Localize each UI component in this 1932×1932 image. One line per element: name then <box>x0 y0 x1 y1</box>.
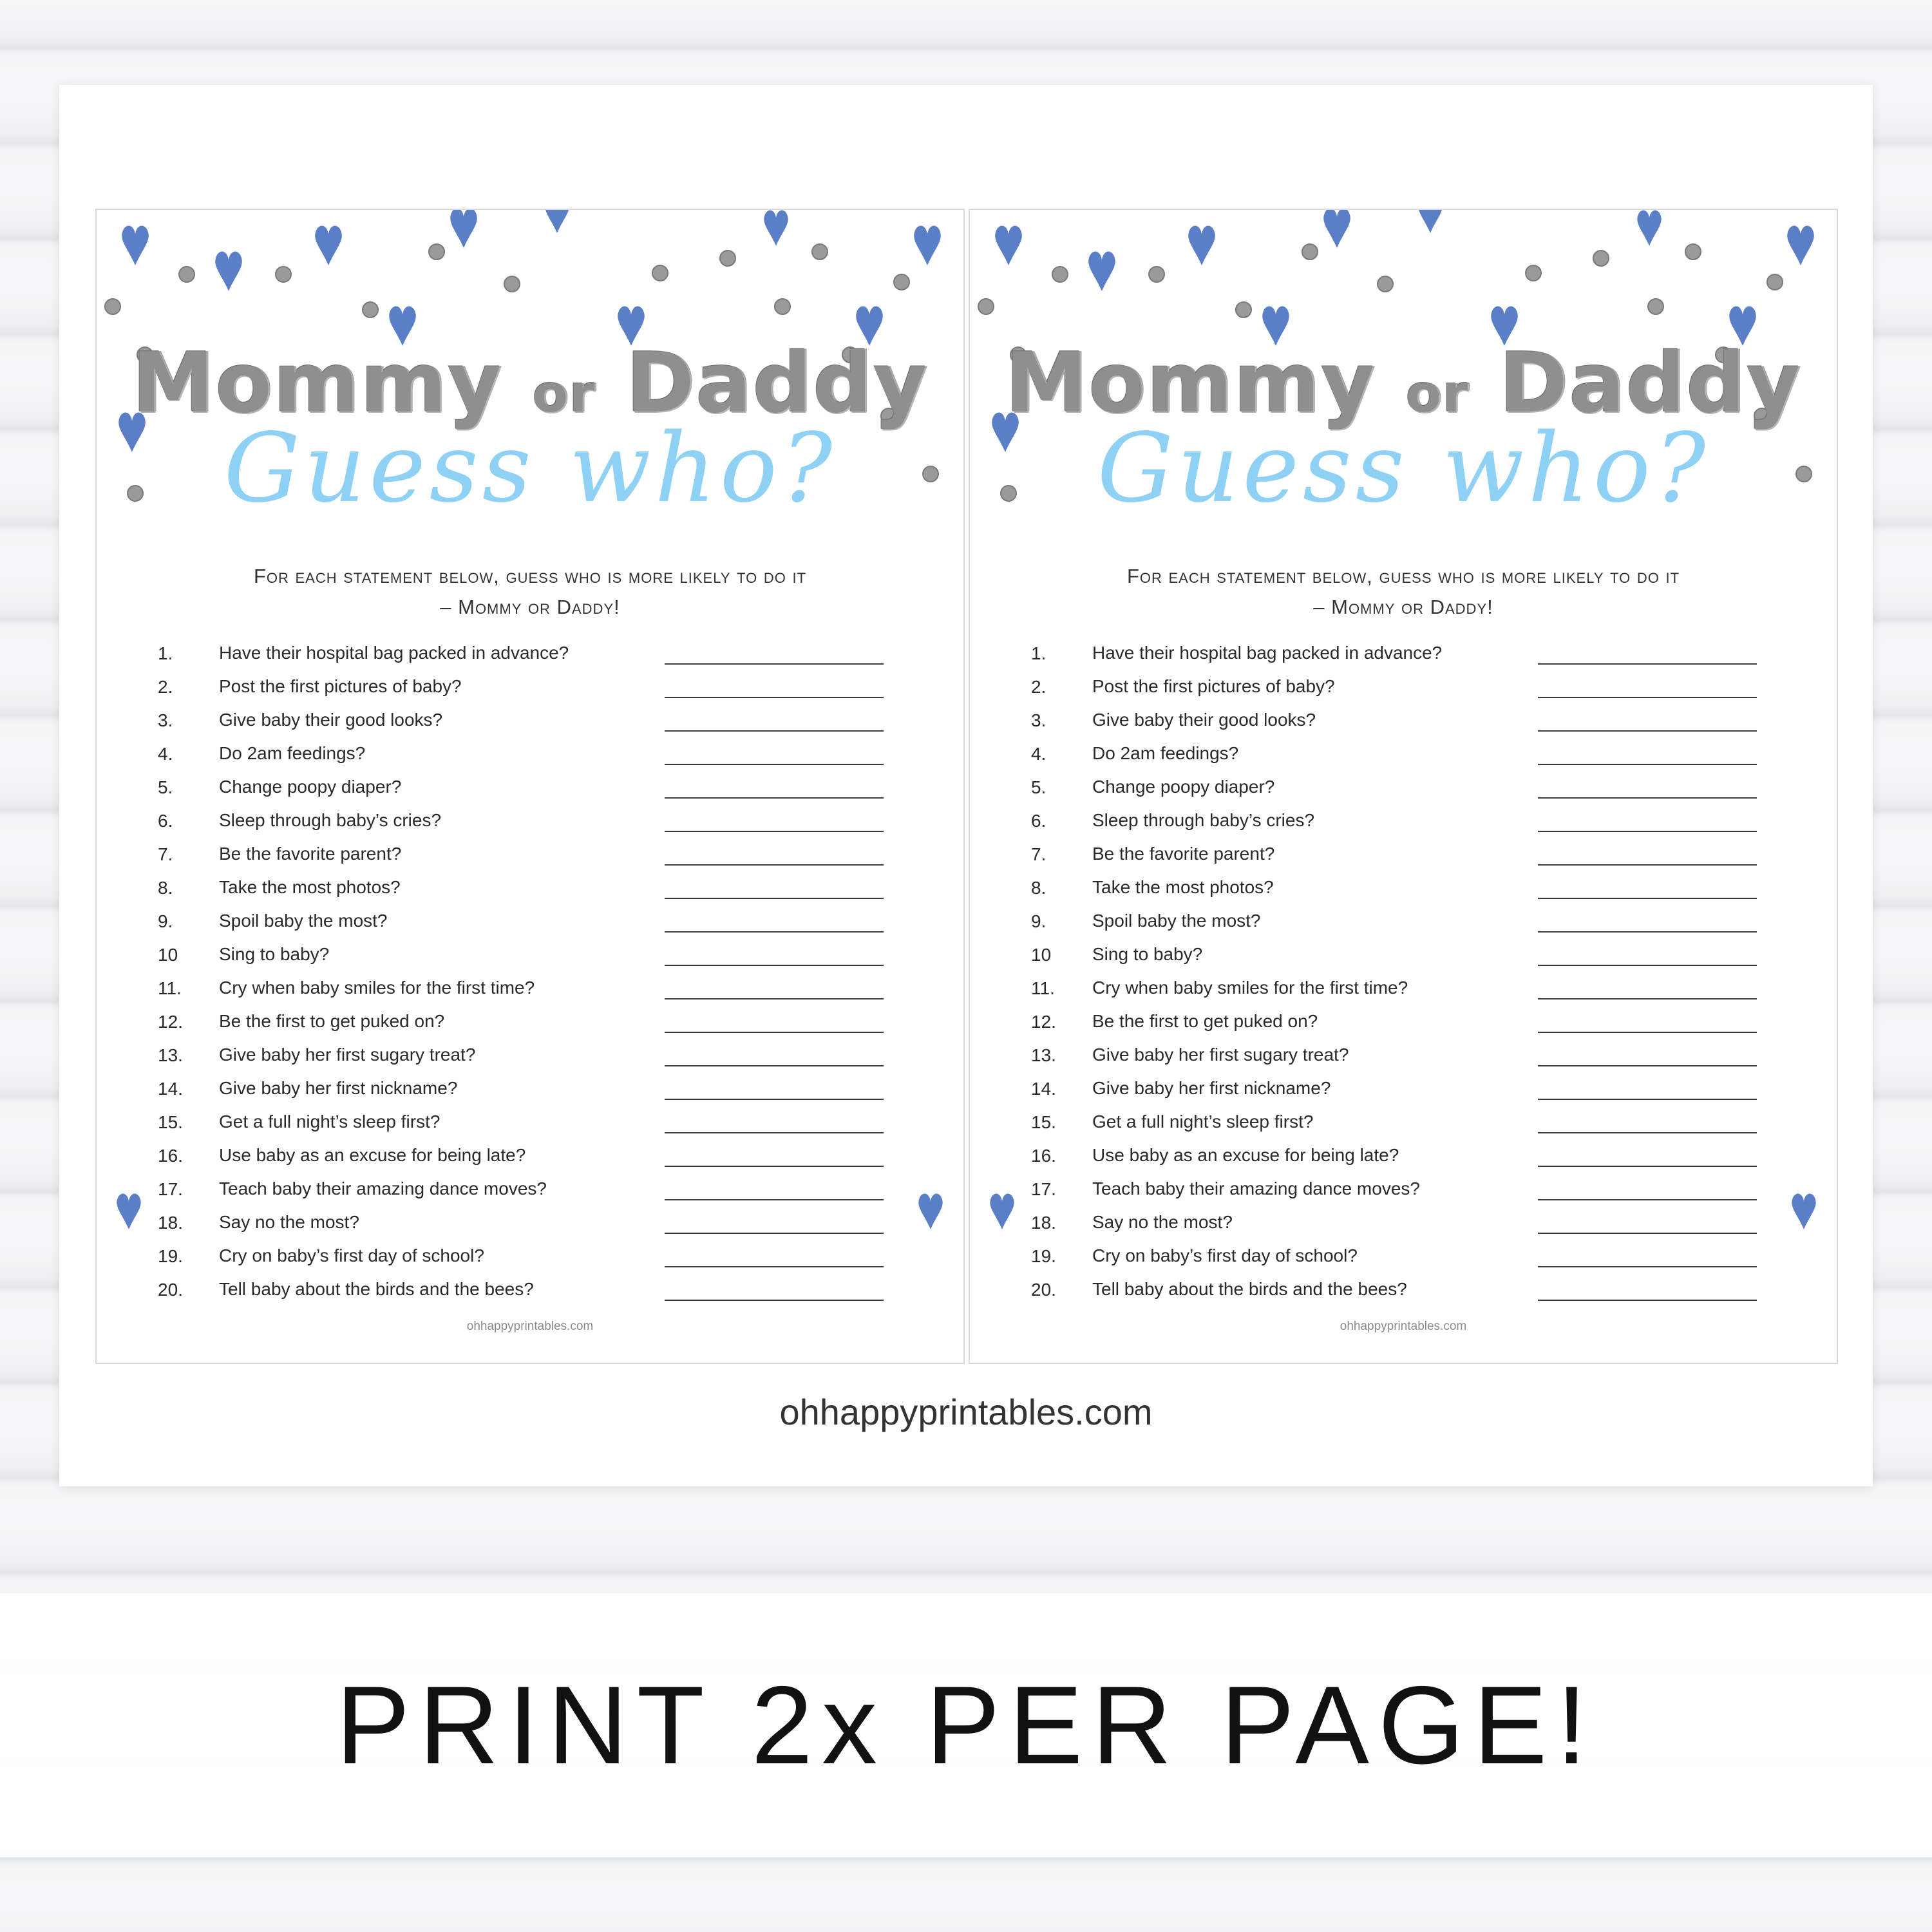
question-number: 2. <box>1031 677 1046 697</box>
answer-line[interactable] <box>665 998 884 999</box>
card-subtitle: Guess who? <box>1097 413 1710 524</box>
question-number: 15. <box>1031 1112 1056 1132</box>
question-number: 9. <box>158 911 173 931</box>
question-number: 7. <box>158 844 173 864</box>
question-number: 14. <box>158 1079 183 1099</box>
title-word-daddy: Daddy <box>625 336 929 431</box>
question-text: Use baby as an excuse for being late? <box>1092 1145 1399 1165</box>
question-text: Change poopy diaper? <box>1092 777 1275 797</box>
answer-line[interactable] <box>665 1300 884 1301</box>
question-row <box>97 1273 963 1307</box>
silver-dot-icon <box>812 244 828 260</box>
question-text: Say no the most? <box>219 1212 359 1232</box>
silver-dot-icon <box>1593 251 1609 266</box>
question-text: Give baby their good looks? <box>1092 710 1316 730</box>
card-subtitle: Guess who? <box>223 413 837 524</box>
question-text: Cry when baby smiles for the first time? <box>1092 978 1408 998</box>
answer-line[interactable] <box>665 1233 884 1234</box>
game-card-right <box>969 209 1838 1364</box>
instruction-text <box>1021 561 1785 623</box>
question-text: Have their hospital bag packed in advance? <box>1092 643 1443 663</box>
question-number: 16. <box>158 1146 183 1166</box>
question-row <box>970 1005 1837 1039</box>
question-text: Sing to baby? <box>1092 944 1203 964</box>
question-number: 4. <box>158 744 173 764</box>
question-text: Give baby their good looks? <box>219 710 443 730</box>
answer-line[interactable] <box>665 797 884 799</box>
question-text: Get a full night’s sleep first? <box>1092 1112 1314 1132</box>
question-text: Post the first pictures of baby? <box>1092 676 1335 696</box>
silver-dot-icon <box>894 274 909 290</box>
question-row <box>97 972 963 1005</box>
question-row <box>97 737 963 771</box>
question-number: 1. <box>1031 643 1046 663</box>
instruction-line-2: – Mommy or Daddy! <box>1313 596 1493 618</box>
question-row <box>970 637 1837 670</box>
answer-line[interactable] <box>1538 1032 1757 1033</box>
question-row <box>97 871 963 905</box>
question-row <box>97 938 963 972</box>
answer-line[interactable] <box>1538 831 1757 832</box>
question-text: Say no the most? <box>1092 1212 1233 1232</box>
question-number: 10 <box>1031 945 1052 965</box>
question-number: 3. <box>1031 710 1046 730</box>
question-text: Teach baby their amazing dance moves? <box>1092 1179 1420 1198</box>
question-number: 13. <box>158 1045 183 1065</box>
question-row <box>970 1273 1837 1307</box>
title-word-mommy: Mommy <box>1005 336 1376 431</box>
question-row <box>97 1072 963 1106</box>
title-word-daddy: Daddy <box>1499 336 1802 431</box>
printable-sheet <box>59 85 1873 1486</box>
answer-line[interactable] <box>1538 931 1757 933</box>
instruction-text <box>148 561 912 623</box>
answer-line[interactable] <box>1538 1132 1757 1133</box>
question-text: Have their hospital bag packed in advance? <box>219 643 569 663</box>
question-row <box>970 972 1837 1005</box>
silver-dot-icon <box>1685 244 1701 260</box>
question-row <box>970 1139 1837 1173</box>
site-url: ohhappyprintables.com <box>779 1392 1153 1432</box>
question-text: Cry when baby smiles for the first time? <box>219 978 535 998</box>
question-row <box>97 804 963 838</box>
question-text: Give baby her first sugary treat? <box>1092 1045 1349 1065</box>
card-footer-url: ohhappyprintables.com <box>466 1320 594 1333</box>
question-text: Tell baby about the birds and the bees? <box>1092 1279 1407 1299</box>
question-row <box>970 1206 1837 1240</box>
answer-line[interactable] <box>665 864 884 866</box>
game-card-left <box>95 209 965 1364</box>
silver-dot-icon <box>276 267 291 282</box>
question-row <box>970 1240 1837 1273</box>
answer-line[interactable] <box>665 730 884 732</box>
question-row <box>970 838 1837 871</box>
answer-line[interactable] <box>665 697 884 698</box>
question-number: 20. <box>1031 1280 1056 1300</box>
question-text: Spoil baby the most? <box>219 911 388 931</box>
answer-line[interactable] <box>1538 898 1757 899</box>
question-number: 6. <box>1031 811 1046 831</box>
answer-line[interactable] <box>1538 764 1757 765</box>
answer-line[interactable] <box>1538 663 1757 665</box>
question-number: 15. <box>158 1112 183 1132</box>
title-word-or: or <box>532 364 596 424</box>
question-row <box>97 1240 963 1273</box>
silver-dot-icon <box>429 244 444 260</box>
question-text: Cry on baby’s first day of school? <box>1092 1245 1358 1265</box>
question-row <box>97 1039 963 1072</box>
heart-icon <box>764 211 788 246</box>
answer-line[interactable] <box>665 831 884 832</box>
silver-dot-icon <box>1149 267 1164 282</box>
question-number: 17. <box>158 1179 183 1199</box>
silver-dot-icon <box>179 267 194 282</box>
question-number: 12. <box>1031 1012 1056 1032</box>
question-text: Be the first to get puked on? <box>1092 1011 1318 1031</box>
banner-text: PRINT 2x PER PAGE! <box>336 1663 1596 1787</box>
question-row <box>970 670 1837 704</box>
question-row <box>970 938 1837 972</box>
question-row <box>970 1173 1837 1206</box>
question-row <box>97 637 963 670</box>
question-row <box>970 771 1837 804</box>
instruction-line-1: For each statement below, guess who is more likely to do it <box>1126 565 1680 587</box>
question-row <box>970 1106 1837 1139</box>
question-row <box>97 838 963 871</box>
question-row <box>97 1106 963 1139</box>
answer-line[interactable] <box>1538 1233 1757 1234</box>
question-text: Change poopy diaper? <box>219 777 402 797</box>
silver-dot-icon <box>1378 276 1393 292</box>
question-row <box>97 1173 963 1206</box>
question-text: Be the favorite parent? <box>219 844 402 864</box>
question-number: 11. <box>1031 978 1055 998</box>
question-row <box>97 704 963 737</box>
heart-icon <box>122 225 149 265</box>
question-text: Get a full night’s sleep first? <box>219 1112 440 1132</box>
print-banner <box>0 1593 1932 1857</box>
answer-line[interactable] <box>1538 1266 1757 1267</box>
answer-line[interactable] <box>1538 1166 1757 1167</box>
question-number: 19. <box>1031 1246 1056 1266</box>
silver-dot-icon <box>1526 265 1541 281</box>
heart-icon <box>1188 225 1215 265</box>
answer-line[interactable] <box>1538 1300 1757 1301</box>
question-text: Be the first to get puked on? <box>219 1011 445 1031</box>
question-number: 4. <box>1031 744 1046 764</box>
question-number: 9. <box>1031 911 1046 931</box>
question-row <box>97 670 963 704</box>
silver-dot-icon <box>1236 302 1251 317</box>
answer-line[interactable] <box>665 1266 884 1267</box>
silver-dot-icon <box>720 251 735 266</box>
heart-icon <box>1323 210 1350 248</box>
question-number: 14. <box>1031 1079 1056 1099</box>
heart-icon <box>1637 211 1661 246</box>
heart-icon <box>914 225 941 265</box>
question-row <box>97 771 963 804</box>
question-text: Sleep through baby’s cries? <box>219 810 442 830</box>
question-number: 18. <box>1031 1213 1056 1233</box>
answer-line[interactable] <box>1538 697 1757 698</box>
question-row <box>970 804 1837 838</box>
question-text: Teach baby their amazing dance moves? <box>219 1179 547 1198</box>
question-number: 1. <box>158 643 173 663</box>
card-footer-url: ohhappyprintables.com <box>1340 1320 1467 1333</box>
question-text: Tell baby about the birds and the bees? <box>219 1279 534 1299</box>
question-text: Give baby her first nickname? <box>219 1078 458 1098</box>
question-text: Do 2am feedings? <box>219 743 366 763</box>
question-number: 10 <box>158 945 178 965</box>
question-text: Be the favorite parent? <box>1092 844 1275 864</box>
question-text: Post the first pictures of baby? <box>219 676 462 696</box>
silver-dot-icon <box>978 299 994 314</box>
heart-icon <box>315 225 342 265</box>
question-text: Take the most photos? <box>219 877 401 897</box>
silver-dot-icon <box>1052 267 1068 282</box>
answer-line[interactable] <box>665 1099 884 1100</box>
answer-line[interactable] <box>1538 797 1757 799</box>
question-row <box>970 871 1837 905</box>
question-text: Cry on baby’s first day of school? <box>219 1245 484 1265</box>
question-number: 8. <box>158 878 173 898</box>
question-number: 20. <box>158 1280 183 1300</box>
answer-line[interactable] <box>665 898 884 899</box>
silver-dot-icon <box>363 302 378 317</box>
answer-line[interactable] <box>665 1166 884 1167</box>
heart-icon <box>1418 210 1442 233</box>
question-text: Sleep through baby’s cries? <box>1092 810 1315 830</box>
answer-line[interactable] <box>1538 1065 1757 1066</box>
answer-line[interactable] <box>665 1199 884 1200</box>
answer-line[interactable] <box>1538 965 1757 966</box>
silver-dot-icon <box>652 265 668 281</box>
heart-icon <box>545 210 569 233</box>
heart-icon <box>1787 225 1814 265</box>
question-number: 18. <box>158 1213 183 1233</box>
heart-icon <box>995 225 1022 265</box>
answer-line[interactable] <box>665 931 884 933</box>
question-row <box>97 1005 963 1039</box>
instruction-line-2: – Mommy or Daddy! <box>440 596 620 618</box>
question-text: Do 2am feedings? <box>1092 743 1239 763</box>
question-text: Take the most photos? <box>1092 877 1274 897</box>
answer-line[interactable] <box>665 663 884 665</box>
question-row <box>970 905 1837 938</box>
question-text: Give baby her first sugary treat? <box>219 1045 476 1065</box>
question-number: 11. <box>158 978 182 998</box>
title-word-mommy: Mommy <box>131 336 503 431</box>
silver-dot-icon <box>105 299 120 314</box>
title-word-or: or <box>1405 364 1470 424</box>
answer-line[interactable] <box>1538 1199 1757 1200</box>
answer-line[interactable] <box>1538 1099 1757 1100</box>
question-row <box>970 704 1837 737</box>
question-number: 8. <box>1031 878 1046 898</box>
question-list <box>970 637 1837 1307</box>
question-text: Spoil baby the most? <box>1092 911 1261 931</box>
question-number: 12. <box>158 1012 183 1032</box>
question-text: Sing to baby? <box>219 944 330 964</box>
question-row <box>970 1072 1837 1106</box>
question-number: 17. <box>1031 1179 1056 1199</box>
answer-line[interactable] <box>1538 864 1757 866</box>
answer-line[interactable] <box>665 764 884 765</box>
heart-icon <box>1088 251 1115 291</box>
heart-icon <box>215 251 242 291</box>
instruction-line-1: For each statement below, guess who is more likely to do it <box>253 565 807 587</box>
question-number: 5. <box>158 777 173 797</box>
answer-line[interactable] <box>1538 730 1757 732</box>
question-row <box>970 1039 1837 1072</box>
silver-dot-icon <box>1767 274 1783 290</box>
silver-dot-icon <box>775 299 790 314</box>
question-number: 16. <box>1031 1146 1056 1166</box>
question-number: 7. <box>1031 844 1046 864</box>
silver-dot-icon <box>504 276 520 292</box>
question-number: 19. <box>158 1246 183 1266</box>
answer-line[interactable] <box>665 965 884 966</box>
question-number: 6. <box>158 811 173 831</box>
question-number: 5. <box>1031 777 1046 797</box>
answer-line[interactable] <box>665 1065 884 1066</box>
question-number: 13. <box>1031 1045 1056 1065</box>
silver-dot-icon <box>1648 299 1663 314</box>
question-row <box>97 1206 963 1240</box>
question-text: Give baby her first nickname? <box>1092 1078 1331 1098</box>
heart-icon <box>450 210 477 248</box>
question-row <box>970 737 1837 771</box>
question-row <box>97 1139 963 1173</box>
question-list <box>97 637 963 1307</box>
answer-line[interactable] <box>665 1132 884 1133</box>
silver-dot-icon <box>1302 244 1318 260</box>
answer-line[interactable] <box>665 1032 884 1033</box>
question-row <box>97 905 963 938</box>
question-number: 3. <box>158 710 173 730</box>
answer-line[interactable] <box>1538 998 1757 999</box>
question-text: Use baby as an excuse for being late? <box>219 1145 526 1165</box>
question-number: 2. <box>158 677 173 697</box>
